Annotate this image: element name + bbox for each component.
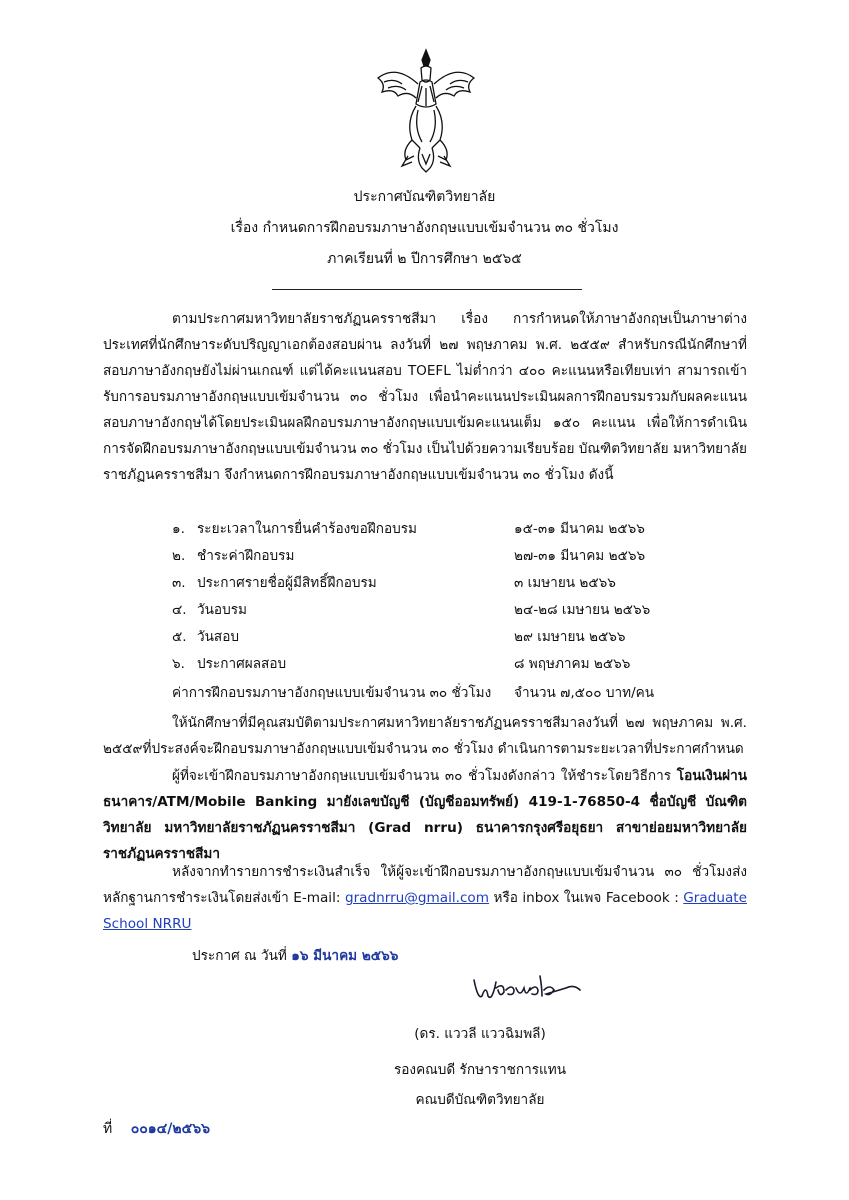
fee-amount: จำนวน ๗,๕๐๐ บาท/คน xyxy=(514,685,655,701)
signer-office: คณบดีบัณฑิตวิทยาลัย xyxy=(415,1092,545,1108)
announcement-subject: เรื่อง กำหนดการฝึกอบรมภาษาอังกฤษแบบเข้มจำนวน ๓๐ ชั่วโมง xyxy=(230,220,619,236)
announce-date: ๑๖ มีนาคม ๒๕๖๖ xyxy=(291,948,399,964)
schedule-item xyxy=(172,570,712,596)
schedule-number: ๓. xyxy=(172,575,186,591)
schedule-item xyxy=(172,516,712,542)
schedule-date: ๒๙ เมษายน ๒๕๖๖ xyxy=(514,629,626,645)
handwritten-signature xyxy=(470,966,590,1010)
announcement-semester: ภาคเรียนที่ ๒ ปีการศึกษา ๒๕๖๕ xyxy=(327,251,522,267)
document-number-value: ๐๐๑๔/๒๕๖๖ xyxy=(130,1121,210,1137)
document-number xyxy=(103,1116,210,1142)
intro-text: ตามประกาศมหาวิทยาลัยราชภัฏนครราชสีมา เรื่อง การกำหนดให้ภาษาอังกฤษเป็นภาษาต่างประเทศที่นักศึกษาระดับปริญญาเอกต้องสอบผ่าน ลงวันที่ ๒๗ พฤษภาคม พ.ศ. ๒๕๕๙ สำหรับกรณีนักศึกษาที่สอบภาษาอังกฤษยังไม่ผ่านเกณฑ์ แต่ได้คะแนนสอบ TOEFL ไม่ต่ำกว่า ๔๐๐ คะแนนหรือเทียบเท่า สามารถเข้ารับการอบรมภาษาอังกฤษแบบเข้มจำนวน ๓๐ ชั่วโมง เพื่อนำคะแนนประเมินผลการฝึกอบรมรวมกับผลคะแนนสอบภาษาอังกฤษได้โดยประเมินผลฝึกอบรมภาษาอังกฤษแบบเข้มคะแนนเต็ม ๑๕๐ คะแนน เพื่อให้การดำเนินการจัดฝึกอบรมภาษาอังกฤษแบบเข้มจำนวน ๓๐ ชั่วโมง เป็นไปด้วยความเรียบร้อย บัณฑิตวิทยาลัย มหาวิทยาลัยราชภัฏนครราชสีมา จึงกำหนดการฝึกอบรมภาษาอังกฤษแบบเข้มจำนวน ๓๐ ชั่วโมง ดังนี้ xyxy=(103,311,747,483)
payment-paragraph xyxy=(103,763,747,867)
schedule-label: ประกาศผลสอบ xyxy=(197,656,287,672)
schedule-label: ระยะเวลาในการยื่นคำร้องขอฝึกอบรม xyxy=(197,521,418,537)
schedule-item xyxy=(172,543,712,569)
bank-account-details: โอนเงินผ่านธนาคาร/ATM/Mobile Banking มายังเลขบัญชี (บัญชีออมทรัพย์) 419-1-76850-4 ชื่อบัญชี บัณฑิตวิทยาลัย มหาวิทยาลัยราชภัฏนครราชสีมา (Grad nrru) ธนาคารกรุงศรีอยุธยา สาขาย่อยมหาวิทยาลัยราชภัฏนครราชสีมา xyxy=(103,768,747,862)
document-number-label: ที่ xyxy=(103,1121,113,1137)
announcement-title: ประกาศบัณฑิตวิทยาลัย xyxy=(353,189,496,205)
schedule-label: ประกาศรายชื่อผู้มีสิทธิ์ฝึกอบรม xyxy=(197,575,377,591)
eligibility-text: ให้นักศึกษาที่มีคุณสมบัติตามประกาศมหาวิทยาลัยราชภัฏนครราชสีมาลงวันที่ ๒๗ พฤษภาคม พ.ศ. ๒๕๕๙ที่ประสงค์จะฝึกอบรมภาษาอังกฤษแบบเข้มจำนวน ๓๐ ชั่วโมง ดำเนินการตามระยะเวลาที่ประกาศกำหนด xyxy=(103,715,747,757)
schedule-date: ๘ พฤษภาคม ๒๕๖๖ xyxy=(514,656,631,672)
announce-prefix: ประกาศ ณ วันที่ xyxy=(192,948,292,964)
header-divider xyxy=(272,289,582,290)
facebook-link[interactable]: Graduate School NRRU xyxy=(103,890,747,932)
schedule-label: วันอบรม xyxy=(197,602,247,618)
schedule-number: ๔. xyxy=(172,602,187,618)
schedule-number: ๒. xyxy=(172,548,186,564)
schedule-date: ๒๗-๓๑ มีนาคม ๒๕๖๖ xyxy=(514,548,646,564)
schedule-label: ชำระค่าฝึกอบรม xyxy=(197,548,295,564)
proof-text: หลังจากทำรายการชำระเงินสำเร็จ ให้ผู้จะเข้าฝึกอบรมภาษาอังกฤษแบบเข้มจำนวน ๓๐ ชั่วโมงส่งหลักฐานการชำระเงินโดยส่งเข้า E-mail: xyxy=(103,864,747,906)
intro-paragraph xyxy=(103,306,747,488)
fee-row xyxy=(172,680,712,706)
payment-text: ผู้ที่จะเข้าฝึกอบรมภาษาอังกฤษแบบเข้มจำนวน ๓๐ ชั่วโมงดังกล่าว ให้ชำระโดยวิธีการ xyxy=(172,768,677,784)
schedule-number: ๑. xyxy=(172,521,185,537)
schedule-date: ๑๕-๓๑ มีนาคม ๒๕๖๖ xyxy=(514,521,645,537)
schedule-item xyxy=(172,597,712,623)
fee-label: ค่าการฝึกอบรมภาษาอังกฤษแบบเข้มจำนวน ๓๐ ชั่วโมง xyxy=(172,685,492,701)
signer-position: รองคณบดี รักษาราชการแทน xyxy=(393,1062,567,1078)
signer-name: (ดร. แววลี แววฉิมพลี) xyxy=(414,1026,546,1042)
schedule-number: ๕. xyxy=(172,629,187,645)
email-link[interactable]: gradnrru@gmail.com xyxy=(344,890,489,906)
proof-paragraph xyxy=(103,859,747,937)
schedule-label: วันสอบ xyxy=(197,629,240,645)
garuda-emblem-icon xyxy=(372,44,480,176)
inbox-text: หรือ inbox ในเพจ Facebook : xyxy=(489,890,684,906)
eligibility-paragraph xyxy=(103,710,747,762)
schedule-date: ๓ เมษายน ๒๕๖๖ xyxy=(514,575,616,591)
schedule-date: ๒๔-๒๘ เมษายน ๒๕๖๖ xyxy=(514,602,651,618)
announce-date-line xyxy=(192,943,398,969)
schedule-item xyxy=(172,651,712,677)
schedule-number: ๖. xyxy=(172,656,185,672)
schedule-item xyxy=(172,624,712,650)
